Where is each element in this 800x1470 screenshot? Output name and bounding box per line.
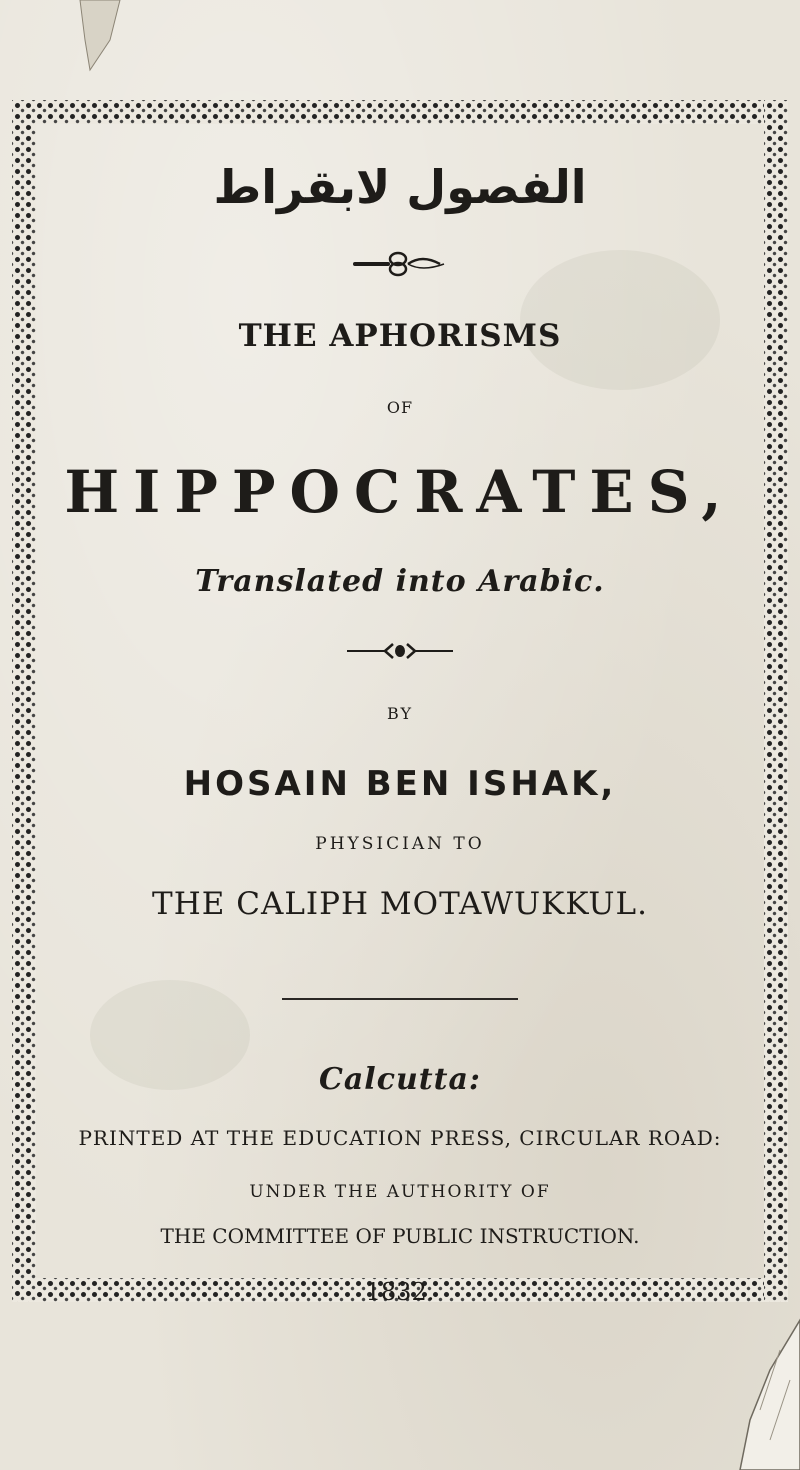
arabic-title: الفصول لابقراط [213,160,587,214]
subject-name: HIPPOCRATES, [64,458,736,526]
author-role: PHYSICIAN TO [315,834,485,854]
of-label: OF [386,398,414,417]
border-right [764,100,788,1302]
border-left [12,100,36,1302]
main-title: THE APHORISMS [238,318,562,354]
imprint-committee: THE COMMITTEE OF PUBLIC INSTRUCTION. [160,1224,640,1248]
patron-name: THE CALIPH MOTAWUKKUL. [152,886,648,922]
scroll-ornament-icon [36,248,764,278]
torn-scrap-icon [60,0,140,80]
imprint-city: Calcutta: [318,1062,482,1097]
translation-line: Translated into Arabic. [195,564,605,599]
imprint-printer: PRINTED AT THE EDUCATION PRESS, CIRCULAR ROAD: [78,1126,722,1150]
author-name: HOSAIN BEN ISHAK, [183,764,617,804]
imprint-authority-label: UNDER THE AUTHORITY OF [249,1182,551,1202]
title-content [36,130,764,1306]
by-label: BY [386,704,414,723]
imprint-year: 1832. [365,1278,435,1306]
divider-rule [282,998,518,1000]
torn-corner-icon [630,1310,800,1470]
border-top [12,100,788,124]
arrow-ornament-icon [36,640,764,662]
